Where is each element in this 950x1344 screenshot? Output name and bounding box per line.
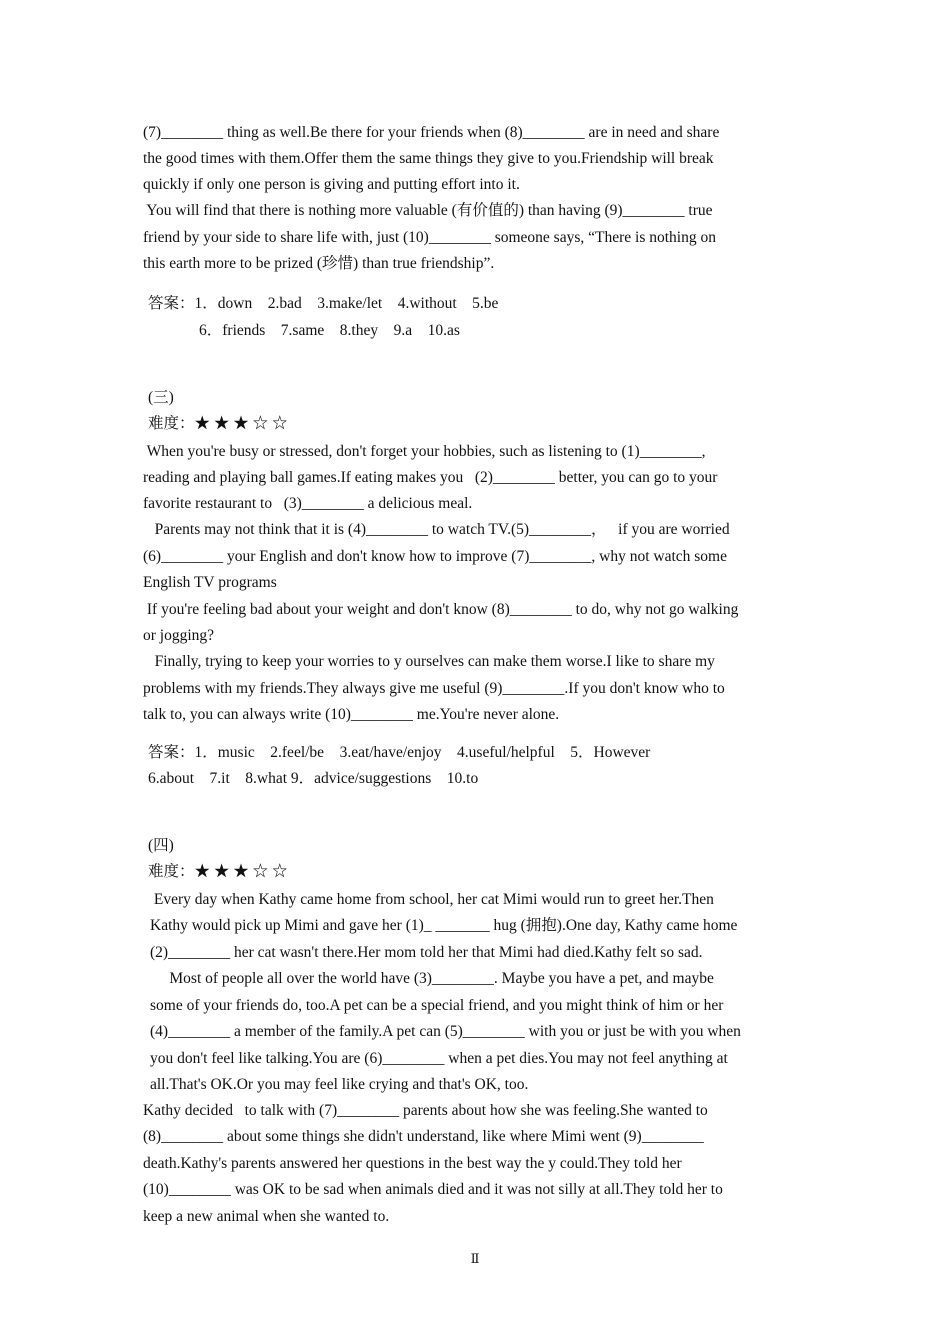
text-line: talk to, you can always write (10)________ me.You're never alone. [143, 706, 560, 723]
text-line: keep a new animal when she wanted to. [143, 1208, 390, 1225]
text-line: Every day when Kathy came home from school, her cat Mimi would run to greet her.Then [150, 891, 714, 908]
text-line: (6)________ your English and don't know how to improve (7)________, why not watch some [143, 548, 727, 565]
text-line: If you're feeling bad about your weight and don't know (8)________ to do, why not go walking [143, 601, 739, 618]
text-line: problems with my friends.They always give me useful (9)________.If you don't know who to [143, 680, 725, 697]
answer-line: 6．friends 7.same 8.they 9.a 10.as [199, 322, 460, 339]
text-line: (8)________ about some things she didn't understand, like where Mimi went (9)________ [143, 1128, 704, 1145]
text-line: Most of people all over the world have (3)________. Maybe you have a pet, and maybe [150, 970, 714, 987]
answer-line: 答案：1．music 2.feel/be 3.eat/have/enjoy 4.useful/helpful 5．However [148, 744, 651, 761]
text-line: favorite restaurant to (3)________ a delicious meal. [143, 495, 473, 512]
section-heading: (三) [148, 389, 174, 406]
text-line: friend by your side to share life with, just (10)________ someone says, “There is nothing on [143, 229, 716, 246]
text-line: the good times with them.Offer them the same things they give to you.Friendship will break [143, 150, 714, 167]
text-line: death.Kathy's parents answered her questions in the best way the y could.They told her [143, 1155, 682, 1172]
answer-line: 答案：1．down 2.bad 3.make/let 4.without 5.be [148, 295, 499, 312]
page-number: Ⅱ [470, 1251, 480, 1266]
answer-line: 6.about 7.it 8.what 9．advice/suggestions 10.to [148, 770, 479, 787]
text-line: (7)________ thing as well.Be there for your friends when (8)________ are in need and share [143, 124, 720, 141]
text-line: quickly if only one person is giving and putting effort into it. [143, 176, 520, 193]
text-line: some of your friends do, too.A pet can be a special friend, and you might think of him or her [150, 997, 724, 1014]
difficulty-rating: 难度：★ ★ ★ ☆ ☆ [148, 415, 288, 432]
text-line: You will find that there is nothing more valuable (有价值的) than having (9)________ true [143, 202, 713, 219]
section-heading: (四) [148, 837, 174, 854]
text-line: English TV programs [143, 574, 277, 591]
text-line: reading and playing ball games.If eating makes you (2)________ better, you can go to your [143, 469, 718, 486]
text-line: all.That's OK.Or you may feel like crying and that's OK, too. [150, 1076, 529, 1093]
text-line: Kathy would pick up Mimi and gave her (1)_ _______ hug (拥抱).One day, Kathy came home [150, 917, 738, 934]
text-line: Parents may not think that it is (4)________ to watch TV.(5)________， if you are worried [143, 521, 730, 538]
text-line: Kathy decided to talk with (7)________ parents about how she was feeling.She wanted to [143, 1102, 708, 1119]
difficulty-rating: 难度：★ ★ ★ ☆ ☆ [148, 863, 288, 880]
text-line: (10)________ was OK to be sad when animals died and it was not silly at all.They told her to [143, 1181, 723, 1198]
text-line: When you're busy or stressed, don't forget your hobbies, such as listening to (1)________, [143, 443, 706, 460]
text-line: or jogging? [143, 627, 215, 644]
text-line: (2)________ her cat wasn't there.Her mom told her that Mimi had died.Kathy felt so sad. [150, 944, 703, 961]
text-line: this earth more to be prized (珍惜) than true friendship”. [143, 255, 495, 272]
text-line: you don't feel like talking.You are (6)________ when a pet dies.You may not feel anything at [150, 1050, 728, 1067]
text-line: Finally, trying to keep your worries to y ourselves can make them worse.I like to share my [143, 653, 715, 670]
text-line: (4)________ a member of the family.A pet can (5)________ with you or just be with you when [150, 1023, 741, 1040]
